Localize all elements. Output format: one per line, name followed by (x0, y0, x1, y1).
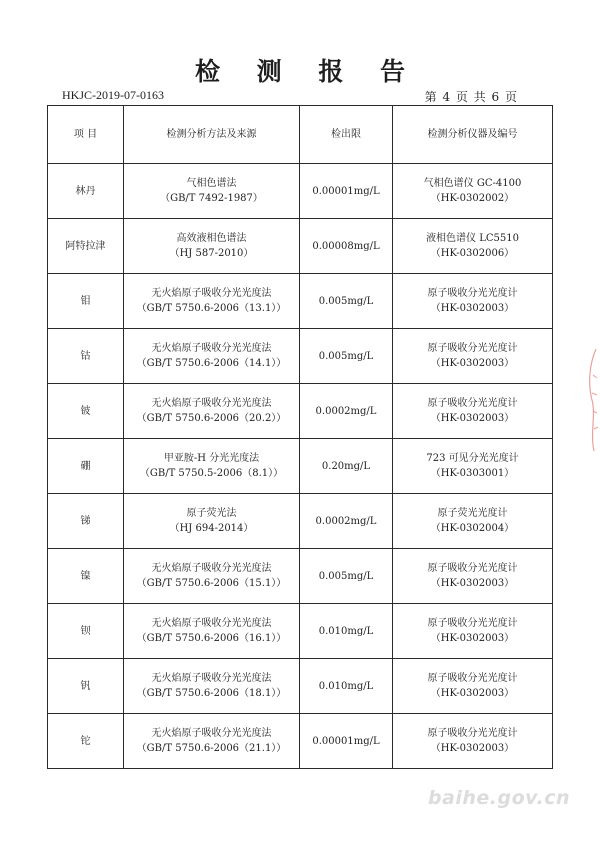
item-name: 铍 (80, 405, 91, 417)
table-row (48, 714, 553, 769)
instrument-code: （HK-0302003） (430, 578, 515, 589)
item-name: 铊 (80, 735, 91, 747)
cell-detection-limit (300, 714, 393, 769)
table-row (48, 164, 553, 219)
instrument-code: （HK-0302003） (430, 303, 515, 314)
cell-item (48, 659, 124, 714)
detection-limit: 0.00001mg/L (312, 735, 380, 747)
table-row (48, 604, 553, 659)
cell-instrument (393, 714, 553, 769)
table-row (48, 384, 553, 439)
cell-instrument (393, 549, 553, 604)
column-header-item: 项 目 (48, 106, 124, 164)
instrument-code: （HK-0302003） (430, 743, 515, 754)
cell-detection-limit (300, 274, 393, 329)
method-standard: （GB/T 5750.6-2006（15.1）） (136, 578, 287, 589)
column-header-method: 检测分析方法及来源 (124, 106, 300, 164)
method-standard: （GB/T 7492-1987） (160, 193, 263, 204)
cell-detection-limit (300, 164, 393, 219)
method-standard: （GB/T 5750.6-2006（21.1）） (136, 743, 287, 754)
page-title: 检 测 报 告 (194, 57, 420, 86)
method-standard: （GB/T 5750.6-2006（13.1）） (136, 303, 287, 314)
instrument-name: 原子吸收分光光度计 (427, 728, 518, 739)
item-name: 钼 (80, 295, 91, 307)
cell-instrument (393, 329, 553, 384)
item-name: 钡 (80, 625, 91, 637)
cell-instrument (393, 659, 553, 714)
cell-instrument (393, 219, 553, 274)
cell-instrument (393, 164, 553, 219)
cell-item (48, 384, 124, 439)
method-name: 甲亚胺-H 分光光度法 (163, 453, 260, 464)
cell-detection-limit (300, 219, 393, 274)
cell-detection-limit (300, 329, 393, 384)
cell-item (48, 439, 124, 494)
instrument-name: 原子吸收分光光度计 (427, 563, 518, 574)
cell-detection-limit (300, 549, 393, 604)
cell-detection-limit (300, 604, 393, 659)
method-standard: （HJ 694-2014） (169, 523, 254, 534)
cell-method (124, 384, 300, 439)
method-name: 无火焰原子吸收分光光度法 (151, 563, 272, 574)
method-name: 无火焰原子吸收分光光度法 (151, 673, 272, 684)
cell-detection-limit (300, 494, 393, 549)
cell-item (48, 604, 124, 659)
detection-limit: 0.010mg/L (318, 625, 374, 637)
cell-item (48, 219, 124, 274)
table-row (48, 274, 553, 329)
cell-method (124, 329, 300, 384)
instrument-code: （HK-0302003） (430, 358, 515, 369)
site-watermark: baihe.gov.cn (427, 787, 570, 809)
instrument-code: （HK-0302004） (430, 523, 515, 534)
cell-detection-limit (300, 384, 393, 439)
item-name: 镍 (80, 570, 91, 582)
table-row (48, 549, 553, 604)
cell-method (124, 219, 300, 274)
cell-instrument (393, 384, 553, 439)
cell-detection-limit (300, 439, 393, 494)
cell-method (124, 659, 300, 714)
instrument-name: 原子吸收分光光度计 (427, 398, 518, 409)
column-header-limit: 检出限 (300, 106, 393, 164)
report-number: HKJC-2019-07-0163 (62, 88, 164, 102)
instrument-code: （HK-0302003） (430, 413, 515, 424)
item-name: 钴 (80, 350, 91, 362)
instrument-name: 液相色谱仪 LC5510 (426, 233, 519, 244)
instrument-code: （HK-0302003） (430, 633, 515, 644)
table-row (48, 219, 553, 274)
instrument-name: 原子吸收分光光度计 (427, 288, 518, 299)
table-row (48, 439, 553, 494)
instrument-name: 原子吸收分光光度计 (427, 343, 518, 354)
method-standard: （GB/T 5750.5-2006（8.1）） (139, 468, 284, 479)
cell-item (48, 329, 124, 384)
detection-limit: 0.010mg/L (318, 680, 374, 692)
page-number: 第 4 页 共 6 页 (424, 90, 518, 104)
method-standard: （GB/T 5750.6-2006（20.2）） (136, 413, 287, 424)
instrument-name: 原子荧光光度计 (437, 508, 508, 519)
method-name: 无火焰原子吸收分光光度法 (151, 288, 272, 299)
method-name: 无火焰原子吸收分光光度法 (151, 728, 272, 739)
detection-limit: 0.005mg/L (318, 295, 374, 307)
detection-limit: 0.00008mg/L (312, 240, 380, 252)
method-name: 原子荧光法 (186, 508, 237, 519)
detection-limit: 0.00001mg/L (312, 185, 380, 197)
table-header-row (48, 106, 553, 164)
method-standard: （GB/T 5750.6-2006（14.1）） (136, 358, 287, 369)
instrument-name: 723 可见分光光度计 (426, 453, 519, 464)
cell-item (48, 274, 124, 329)
detection-limit: 0.0002mg/L (315, 515, 377, 527)
cell-method (124, 439, 300, 494)
cell-instrument (393, 604, 553, 659)
method-name: 气相色谱法 (186, 178, 237, 189)
cell-method (124, 274, 300, 329)
instrument-name: 气相色谱仪 GC-4100 (423, 178, 522, 189)
cell-instrument (393, 494, 553, 549)
table-row (48, 659, 553, 714)
instrument-code: （HK-0302003） (430, 688, 515, 699)
detection-limit: 0.005mg/L (318, 570, 374, 582)
method-standard: （GB/T 5750.6-2006（16.1）） (136, 633, 287, 644)
seal-stamp-edge (584, 345, 600, 455)
instrument-name: 原子吸收分光光度计 (427, 618, 518, 629)
cell-item (48, 494, 124, 549)
cell-method (124, 549, 300, 604)
item-name: 林丹 (75, 185, 96, 197)
item-name: 阿特拉津 (65, 240, 106, 252)
method-name: 高效液相色谱法 (176, 233, 247, 244)
cell-item (48, 714, 124, 769)
cell-method (124, 604, 300, 659)
cell-detection-limit (300, 659, 393, 714)
column-header-instrument: 检测分析仪器及编号 (393, 106, 553, 164)
cell-method (124, 714, 300, 769)
method-name: 无火焰原子吸收分光光度法 (151, 398, 272, 409)
cell-method (124, 164, 300, 219)
method-name: 无火焰原子吸收分光光度法 (151, 618, 272, 629)
cell-instrument (393, 439, 553, 494)
instrument-code: （HK-0302006） (430, 248, 515, 259)
detection-limit: 0.20mg/L (321, 460, 371, 472)
item-name: 硼 (80, 460, 91, 472)
instrument-code: （HK-0303001） (430, 468, 515, 479)
cell-item (48, 549, 124, 604)
cell-instrument (393, 274, 553, 329)
test-method-table (47, 105, 553, 769)
item-name: 钒 (80, 680, 91, 692)
method-name: 无火焰原子吸收分光光度法 (151, 343, 272, 354)
instrument-code: （HK-0302002） (430, 193, 515, 204)
instrument-name: 原子吸收分光光度计 (427, 673, 518, 684)
item-name: 锑 (80, 515, 91, 527)
cell-method (124, 494, 300, 549)
table-row (48, 329, 553, 384)
method-standard: （GB/T 5750.6-2006（18.1）） (136, 688, 287, 699)
table-row (48, 494, 553, 549)
detection-limit: 0.0002mg/L (315, 405, 377, 417)
method-standard: （HJ 587-2010） (169, 248, 254, 259)
cell-item (48, 164, 124, 219)
detection-limit: 0.005mg/L (318, 350, 374, 362)
